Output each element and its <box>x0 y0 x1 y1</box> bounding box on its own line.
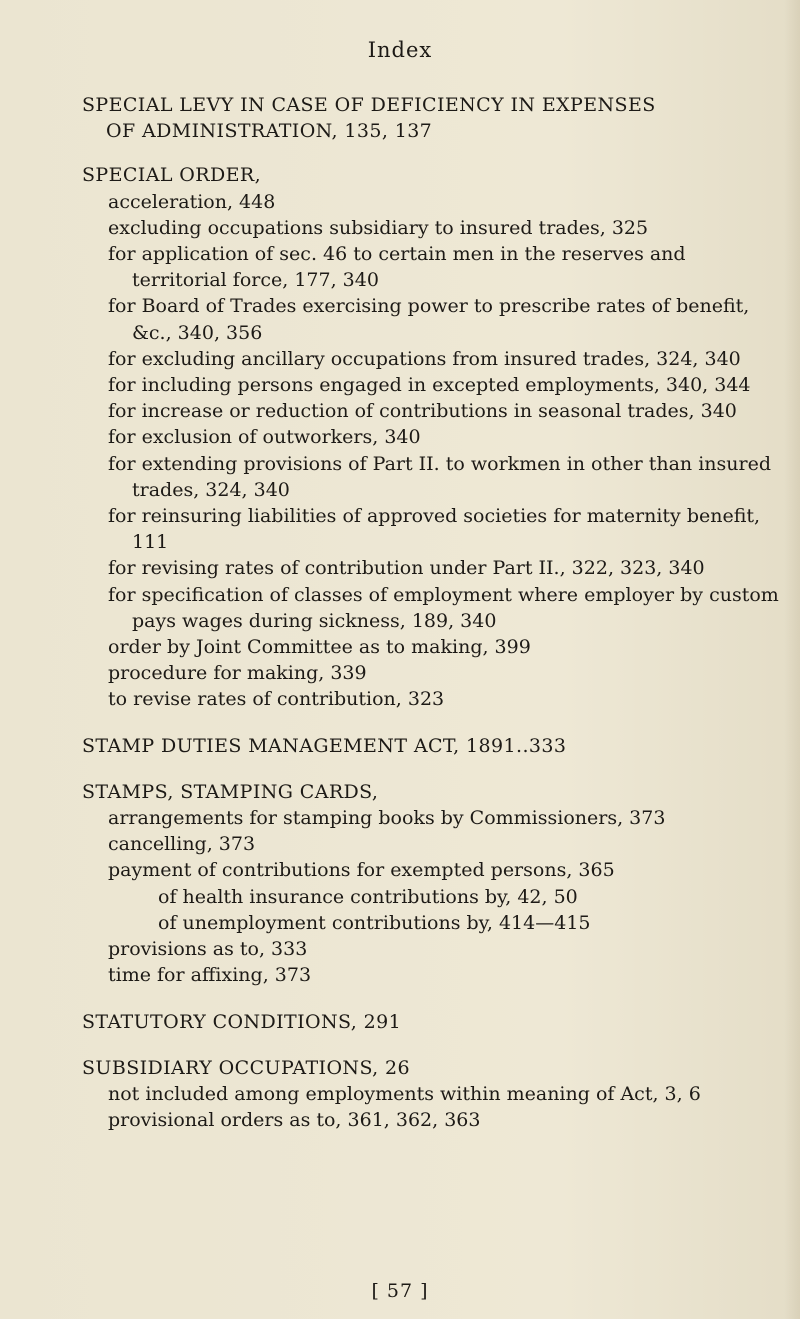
index-entry: procedure for making, 339 <box>108 662 367 685</box>
index-entry: provisional orders as to, 361, 362, 363 <box>108 1109 481 1132</box>
section-heading: SPECIAL LEVY IN CASE OF DEFICIENCY IN EXPENSES <box>82 94 656 116</box>
index-entry: payment of contributions for exempted persons, 365 <box>108 859 615 882</box>
index-entry: cancelling, 373 <box>108 833 256 856</box>
index-entry: for Board of Trades exercising power to prescribe rates of benefit, &c., 340, 356 <box>108 295 750 344</box>
index-section-subsidiary-occupations <box>82 1055 782 1134</box>
section-heading: SPECIAL ORDER, <box>82 164 262 187</box>
index-entry: for excluding ancillary occupations from insured trades, 324, 340 <box>108 347 741 370</box>
index-content <box>82 92 782 1133</box>
index-subentry: of health insurance contributions by, 42, 50 <box>158 885 578 908</box>
index-section-stamps <box>82 779 782 989</box>
index-entry: for exclusion of outworkers, 340 <box>108 426 421 449</box>
index-entry: not included among employments within meaning of Act, 3, 6 <box>108 1082 701 1105</box>
index-entry: for increase or reduction of contributions in seasonal trades, 340 <box>108 400 737 423</box>
index-entry: to revise rates of contribution, 323 <box>108 688 445 711</box>
index-entry: for revising rates of contribution under Part II., 322, 323, 340 <box>108 557 705 580</box>
index-section-statutory-conditions <box>82 1009 782 1035</box>
index-section-special-levy <box>82 92 782 144</box>
index-section-stamp-duties <box>82 733 782 759</box>
running-header: Index <box>367 38 433 62</box>
index-entry: for application of sec. 46 to certain men in the reserves and territorial force, 177, 340 <box>108 243 686 292</box>
index-entry: for including persons engaged in excepted employments, 340, 344 <box>108 374 751 397</box>
section-heading: SUBSIDIARY OCCUPATIONS, 26 <box>82 1056 411 1079</box>
index-entry: arrangements for stamping books by Commissioners, 373 <box>108 807 666 830</box>
index-entry: time for affixing, 373 <box>108 964 312 987</box>
section-heading: STATUTORY CONDITIONS, 291 <box>82 1010 402 1033</box>
page-number: [ 57 ] <box>371 1280 429 1302</box>
section-heading: STAMPS, STAMPING CARDS, <box>82 780 379 803</box>
index-subentry: of unemployment contributions by, 414—415 <box>158 911 591 934</box>
page-edge-shadow <box>784 0 800 1319</box>
index-entry: for extending provisions of Part II. to workmen in other than insured trades, 324, 340 <box>108 452 771 501</box>
section-heading-continuation: OF ADMINISTRATION, 135, 137 <box>106 120 433 143</box>
index-entry: excluding occupations subsidiary to insured trades, 325 <box>108 216 649 239</box>
section-heading: STAMP DUTIES MANAGEMENT ACT, 1891..333 <box>82 734 567 757</box>
index-section-special-order <box>82 162 782 712</box>
index-entry: acceleration, 448 <box>108 190 276 213</box>
index-entry: for specification of classes of employment where employer by custom pays wages during sickness, 189, 340 <box>108 583 779 632</box>
index-entry: for reinsuring liabilities of approved societies for maternity benefit, 111 <box>108 505 761 554</box>
index-entry: provisions as to, 333 <box>108 938 308 961</box>
index-entry: order by Joint Committee as to making, 399 <box>108 636 531 659</box>
